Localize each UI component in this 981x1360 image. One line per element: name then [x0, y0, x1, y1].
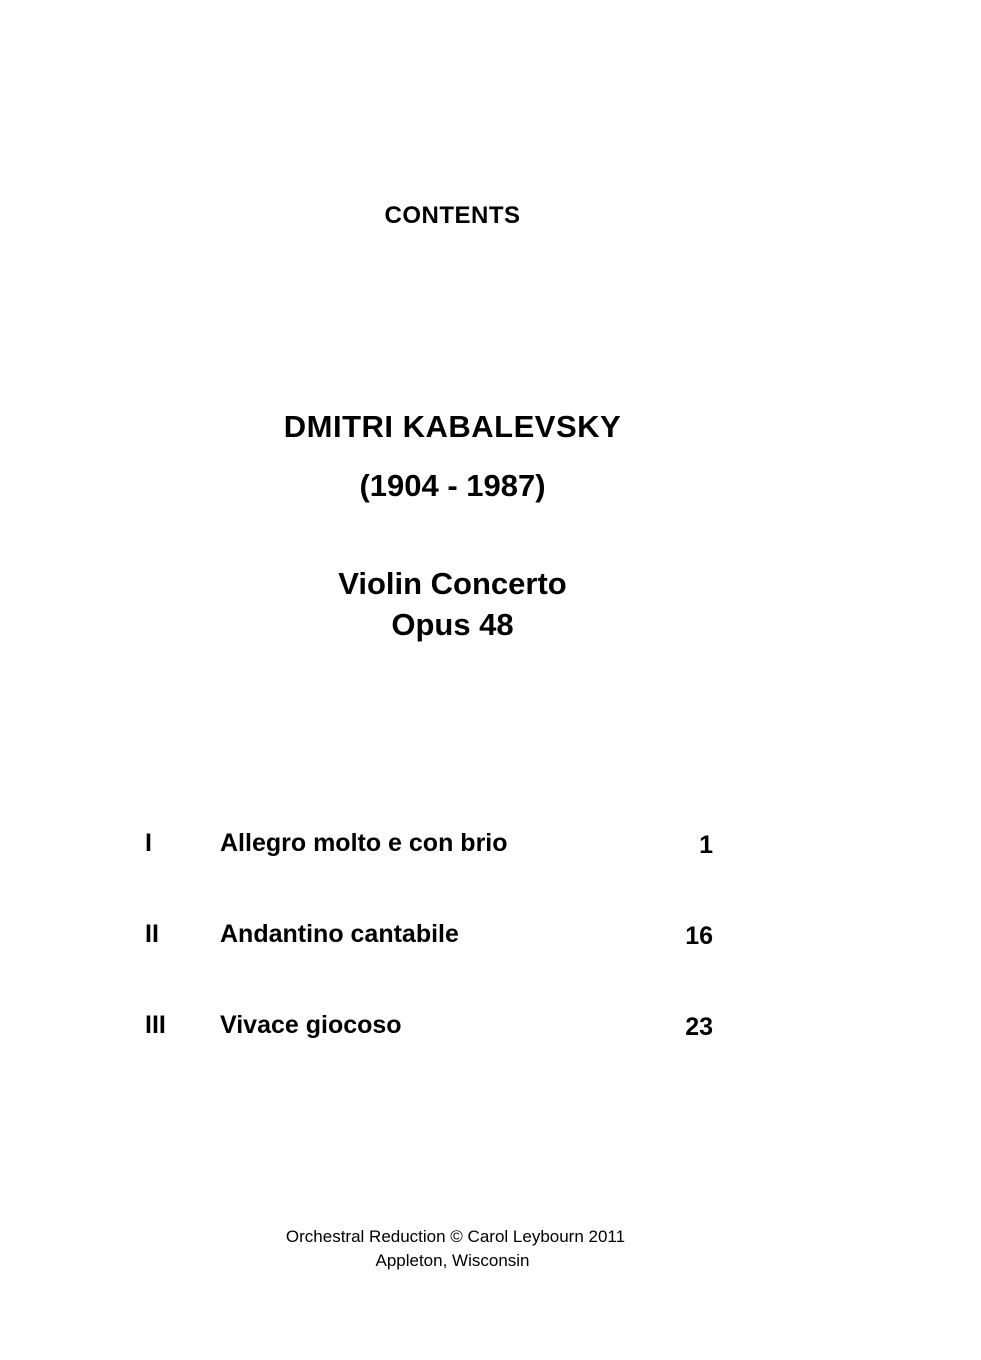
movement-title: Vivace giocoso — [220, 1011, 402, 1039]
toc-entry-movement-3[interactable] — [0, 1011, 981, 1051]
page-number: 1 — [699, 831, 713, 859]
copyright-notice: Orchestral Reduction © Carol Leybourn 2011 — [285, 1227, 626, 1246]
composer-dates: (1904 - 1987) — [359, 468, 546, 503]
movement-title: Andantino cantabile — [220, 920, 459, 948]
work-opus: Opus 48 — [391, 607, 514, 642]
toc-entry-movement-2[interactable] — [0, 920, 981, 960]
toc-entry-movement-1[interactable] — [0, 829, 981, 869]
work-title: Violin Concerto — [338, 566, 567, 601]
page-title: CONTENTS — [384, 202, 521, 229]
page-number: 23 — [685, 1013, 713, 1041]
movement-numeral: I — [145, 829, 152, 857]
publisher-location: Appleton, Wisconsin — [375, 1251, 530, 1270]
page-number: 16 — [685, 922, 713, 950]
movement-title: Allegro molto e con brio — [220, 829, 508, 857]
movement-numeral: III — [145, 1011, 166, 1039]
composer-name: DMITRI KABALEVSKY — [283, 409, 622, 444]
movement-numeral: II — [145, 920, 159, 948]
